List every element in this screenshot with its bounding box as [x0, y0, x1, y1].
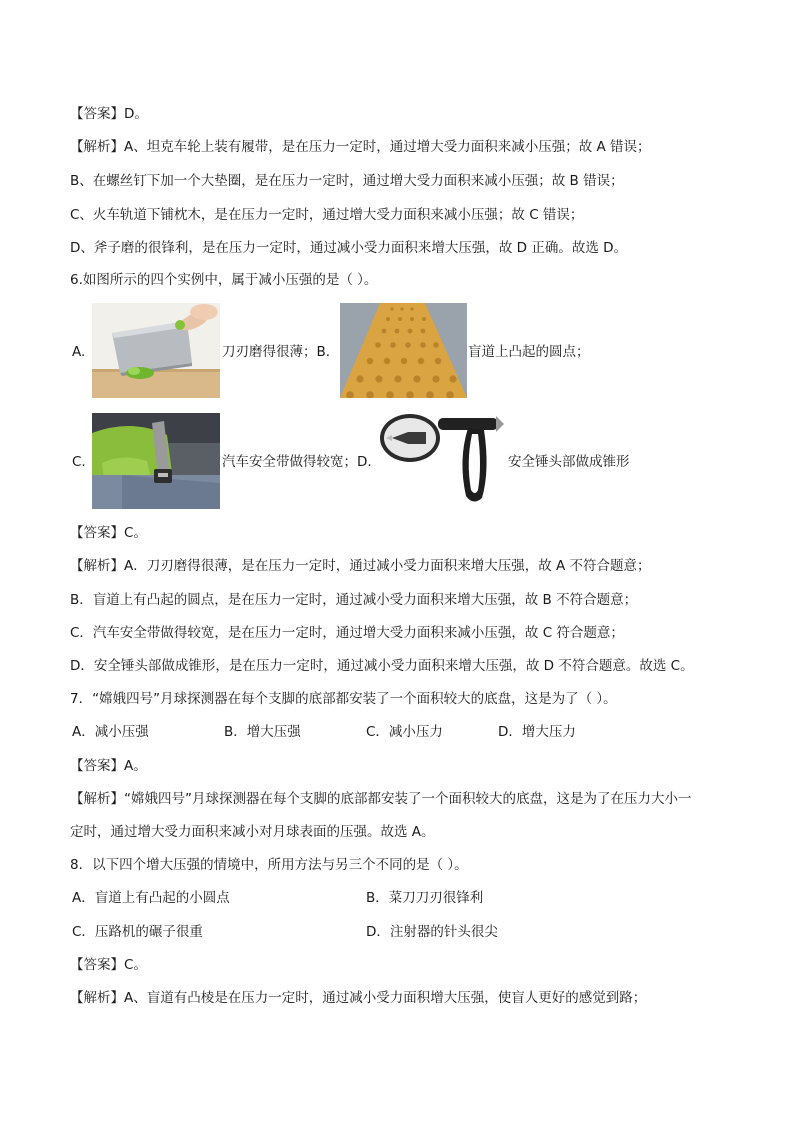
q5-analysis-line-1: 【解析】A、坦克车轮上装有履带，是在压力一定时，通过增大受力面积来减小压强；故 A 错误； — [70, 139, 651, 155]
q5-analysis-line-2: B、在螺丝钉下加一个大垫圈，是在压力一定时，通过增大受力面积来减小压强；故 B 错误； — [70, 173, 624, 189]
q7-analysis-line-2: 定时，通过增大受力面积来减小对月球表面的压强。故选 A。 — [70, 824, 435, 840]
q6-answer: 【答案】C。 — [70, 525, 147, 541]
q7-option-a: A．减小压强 — [72, 724, 149, 740]
q6-option-a-text: 刀刃磨得很薄；B. — [222, 344, 331, 360]
tactile-paving-image — [340, 303, 467, 398]
q8-answer: 【答案】C。 — [70, 957, 147, 973]
seat-belt-image — [92, 413, 220, 509]
q6-option-c-label: C. — [72, 454, 86, 470]
q7-analysis-line-1: 【解析】“嫦娥四号”月球探测器在每个支脚的底部都安装了一个面积较大的底盘，这是为了在压力大小一 — [70, 791, 692, 807]
knife-cutting-image — [92, 303, 220, 398]
q6-option-a-label: A. — [72, 344, 86, 360]
q5-answer: 【答案】D。 — [70, 106, 148, 122]
q7-option-c: C．减小压力 — [366, 724, 443, 740]
q6-option-b-text: 盲道上凸起的圆点； — [468, 344, 590, 360]
q8-option-a: A．盲道上有凸起的小圆点 — [72, 890, 230, 906]
safety-hammer-image — [378, 410, 506, 508]
q6-option-d-text: 安全锤头部做成锥形 — [508, 454, 630, 470]
q6-stem: 6.如图所示的四个实例中，属于减小压强的是（ ）。 — [70, 272, 378, 288]
q6-analysis-line-1: 【解析】A．刀刃磨得很薄，是在压力一定时，通过减小受力面积来增大压强，故 A 不符合题意； — [70, 558, 651, 574]
q6-analysis-line-2: B．盲道上有凸起的圆点，是在压力一定时，通过减小受力面积来增大压强，故 B 不符合题意； — [70, 592, 638, 608]
q8-option-b: B．菜刀刀刃很锋利 — [366, 890, 484, 906]
q6-analysis-line-3: C．汽车安全带做得较宽，是在压力一定时，通过增大受力面积来减小压强，故 C 符合题意； — [70, 625, 624, 641]
q8-analysis-line-1: 【解析】A、盲道有凸棱是在压力一定时，通过减小受力面积增大压强，使盲人更好的感觉到路； — [70, 990, 647, 1006]
q7-option-d: D．增大压力 — [498, 724, 576, 740]
q8-stem: 8．以下四个增大压强的情境中，所用方法与另三个不同的是（ ）。 — [70, 857, 468, 873]
q7-answer: 【答案】A。 — [70, 758, 147, 774]
q5-analysis-line-4: D、斧子磨的很锋利，是在压力一定时，通过减小受力面积来增大压强，故 D 正确。故选 D。 — [70, 240, 628, 256]
q6-analysis-line-4: D．安全锤头部做成锥形，是在压力一定时，通过减小受力面积来增大压强，故 D 不符合题意。故选 C。 — [70, 658, 694, 674]
q8-option-d: D．注射器的针头很尖 — [366, 924, 498, 940]
q8-option-c: C．压路机的碾子很重 — [72, 924, 203, 940]
q7-stem: 7．“嫦娥四号”月球探测器在每个支脚的底部都安装了一个面积较大的底盘，这是为了（ ）。 — [70, 691, 617, 707]
q6-option-c-text: 汽车安全带做得较宽；D. — [222, 454, 372, 470]
q7-option-b: B．增大压强 — [224, 724, 301, 740]
q5-analysis-line-3: C、火车轨道下铺枕木，是在压力一定时，通过增大受力面积来减小压强；故 C 错误； — [70, 207, 584, 223]
